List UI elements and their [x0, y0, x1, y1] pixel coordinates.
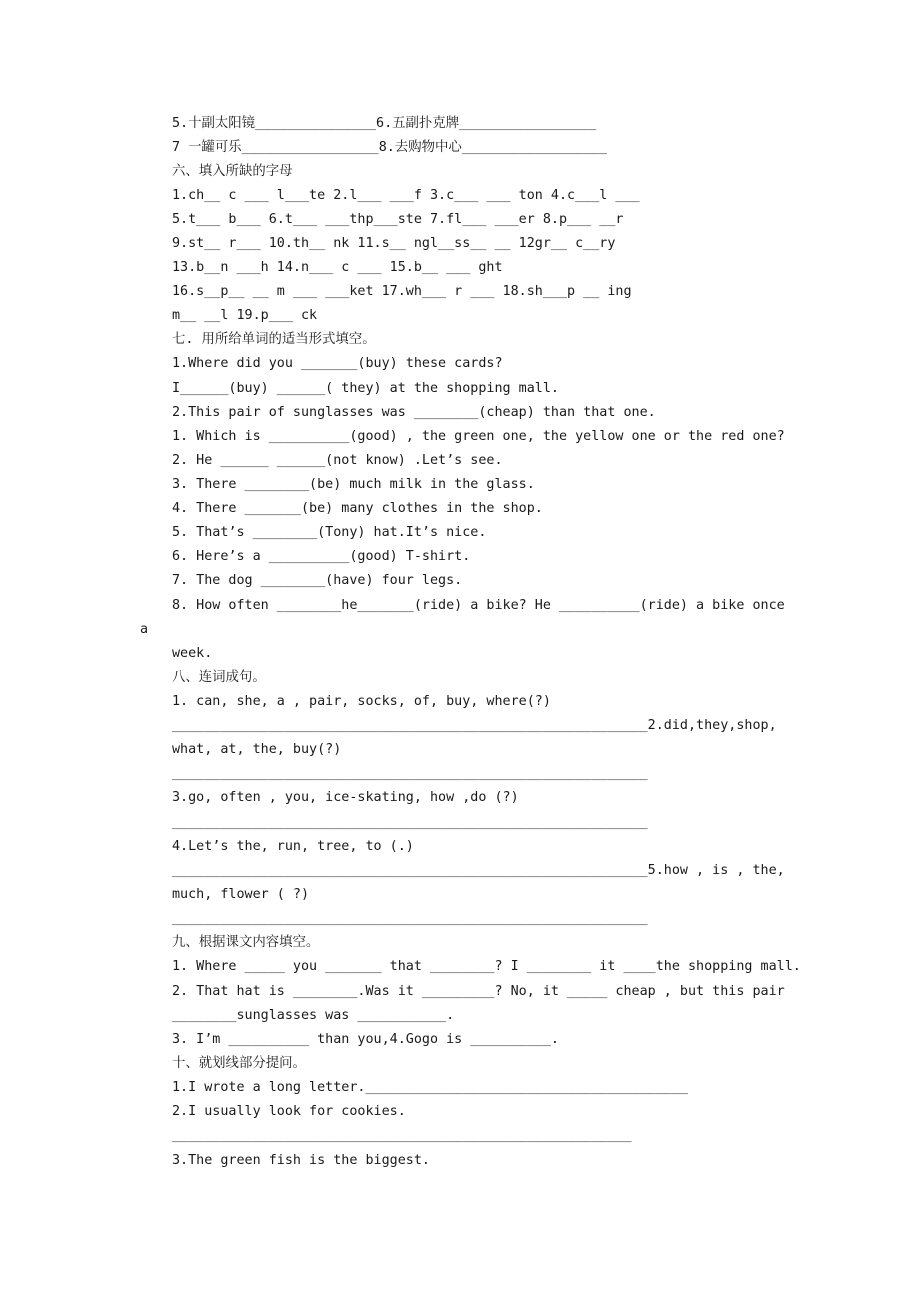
missing-letters-line: 1.ch__ c ___ l___te 2.l___ ___f 3.c___ ___ ton 4.c___l ___: [172, 188, 640, 203]
section-10-heading: 十、就划线部分提问。: [172, 1056, 306, 1071]
section-9-heading: 九、根据课文内容填空。: [172, 935, 320, 950]
question-line: 1.I wrote a long letter.________________________________________: [172, 1080, 688, 1095]
sentence-words-line: 1. can, she, a , pair, socks, of, buy, where(?): [172, 694, 551, 709]
missing-letters-line: 5.t___ b___ 6.t___ ___thp___ste 7.fl___ ___er 8.p___ __r: [172, 212, 624, 227]
question-line: 2.I usually look for cookies.: [172, 1104, 406, 1119]
sentence-words-line: 4.Let’s the, run, tree, to (.): [172, 839, 414, 854]
answer-line: ___________________________________________________________: [172, 911, 648, 926]
vocab-line-5-6: 5.十副太阳镜_______________6.五副扑克牌_________________: [172, 116, 597, 131]
sentence-words-line: what, at, the, buy(?): [172, 742, 342, 757]
answer-line: ___________________________________________________________: [172, 766, 648, 781]
word-form-line: 7. The dog ________(have) four legs.: [172, 573, 463, 588]
missing-letters-line: 16.s__p__ __ m ___ ___ket 17.wh___ r ___ 18.sh___p __ ing: [172, 284, 632, 299]
text-fill-line: ________sunglasses was ___________.: [172, 1008, 455, 1023]
word-form-line: 1. Which is __________(good) , the green one, the yellow one or the red one?: [172, 429, 785, 444]
word-form-line: 2.This pair of sunglasses was ________(cheap) than that one.: [172, 405, 656, 420]
answer-line: ___________________________________________________________2.did,they,shop,: [172, 718, 777, 733]
word-form-line: 8. How often ________he_______(ride) a bike? He __________(ride) a bike once: [172, 598, 785, 613]
answer-line: _________________________________________________________: [172, 1128, 632, 1143]
word-form-wrap: a: [140, 622, 149, 637]
vocab-line-7-8: 7 一罐可乐_________________8.去购物中心__________________: [172, 140, 607, 155]
word-form-line: 4. There _______(be) many clothes in the shop.: [172, 501, 543, 516]
word-form-line: 1.Where did you _______(buy) these cards?: [172, 356, 503, 371]
word-form-line: 6. Here’s a __________(good) T-shirt.: [172, 549, 471, 564]
text-fill-line: 3. I’m __________ than you,4.Gogo is __________.: [172, 1032, 559, 1047]
question-line: 3.The green fish is the biggest.: [172, 1153, 430, 1168]
word-form-line: 5. That’s ________(Tony) hat.It’s nice.: [172, 525, 487, 540]
missing-letters-line: 13.b__n ___h 14.n___ c ___ 15.b__ ___ ght: [172, 260, 503, 275]
sentence-words-line: much, flower ( ?): [172, 887, 310, 902]
word-form-line: 3. There ________(be) much milk in the glass.: [172, 477, 535, 492]
answer-line: ___________________________________________________________: [172, 815, 648, 830]
section-8-heading: 八、连词成句。: [172, 670, 266, 685]
missing-letters-line: m__ __l 19.p___ ck: [172, 308, 318, 323]
text-fill-line: 2. That hat is ________.Was it _________? No, it _____ cheap , but this pair: [172, 984, 785, 999]
section-7-heading: 七. 用所给单词的适当形式填空。: [172, 332, 376, 347]
word-form-line: I______(buy) ______( they) at the shopping mall.: [172, 381, 559, 396]
answer-line: ___________________________________________________________5.how , is , the,: [172, 863, 785, 878]
word-form-line: 2. He ______ ______(not know) .Let’s see.: [172, 453, 503, 468]
text-fill-line: 1. Where _____ you _______ that ________? I ________ it ____the shopping mall.: [172, 959, 801, 974]
section-6-heading: 六、填入所缺的字母: [172, 164, 293, 179]
sentence-words-line: 3.go, often , you, ice-skating, how ,do (?): [172, 790, 519, 805]
missing-letters-line: 9.st__ r___ 10.th__ nk 11.s__ ngl__ss__ __ 12gr__ c__ry: [172, 236, 616, 251]
word-form-line: week.: [172, 646, 213, 661]
